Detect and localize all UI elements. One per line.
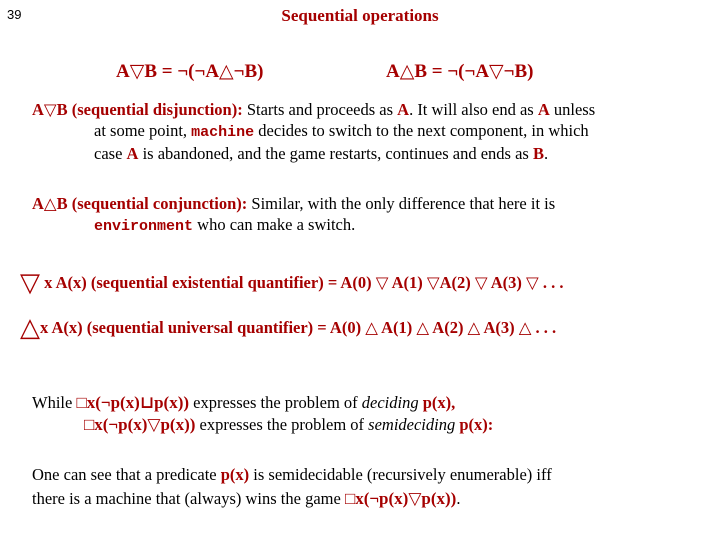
conclusion-text: . — [456, 489, 461, 508]
deciding-word: deciding — [361, 393, 419, 412]
disjunction-text: . — [543, 144, 549, 163]
semideciding-formula: □x(¬p(x)▽p(x)) — [84, 415, 196, 434]
conclusion-paragraph — [32, 463, 552, 511]
disjunction-B: B — [532, 144, 544, 163]
disjunction-text: decides to switch to the next component, in which — [254, 121, 589, 140]
disjunction-text: unless — [549, 100, 596, 119]
deciding-formula: □x(¬p(x)⊔p(x)) — [76, 393, 190, 412]
while-text: expresses the problem of — [195, 415, 369, 434]
predicate-text: p(x) — [220, 465, 250, 484]
disjunction-text: Starts and proceeds as — [246, 100, 398, 119]
universal-quantifier-line — [20, 313, 556, 343]
disjunction-text: case — [94, 144, 127, 163]
conjunction-text: who can make a switch. — [193, 215, 356, 234]
conjunction-term: A△B (sequential conjunction): — [32, 194, 248, 213]
disjunction-term: A▽B (sequential disjunction): — [32, 100, 243, 119]
page-title: Sequential operations — [281, 6, 439, 25]
disjunction-definition — [32, 99, 595, 164]
conjunction-definition — [32, 193, 555, 237]
disjunction-text: . It will also end as — [409, 100, 538, 119]
page-number: 39 — [7, 7, 22, 22]
universal-quantifier-text: x A(x) (sequential universal quantifier) = A(0) △ A(1) △ A(2) △ A(3) △ . . . — [40, 318, 557, 337]
while-text: expresses the problem of — [189, 393, 362, 412]
disjunction-A: A — [126, 144, 139, 163]
disjunction-text: at some point, — [94, 121, 192, 140]
disjunction-text: is abandoned, and the game restarts, continues and ends as — [138, 144, 533, 163]
machine-keyword: machine — [191, 124, 255, 141]
while-word: While — [32, 393, 73, 412]
formula-conjunction-definition: A△B = ¬(¬A▽¬B) — [386, 61, 534, 82]
disjunction-A: A — [397, 100, 410, 119]
delta-icon: △ — [20, 313, 40, 342]
conclusion-text: is semidecidable (recursively enumerable) iff — [249, 465, 552, 484]
predicate-text: p(x): — [455, 415, 494, 434]
while-paragraph — [32, 392, 493, 436]
conjunction-text: Similar, with the only difference that here it is — [251, 194, 556, 213]
semidecidability-formula: □x(¬p(x)▽p(x)) — [344, 489, 457, 508]
predicate-text: p(x), — [418, 393, 456, 412]
nabla-icon: ▽ — [20, 268, 40, 297]
disjunction-A: A — [537, 100, 550, 119]
conclusion-text: there is a machine that (always) wins the game — [32, 489, 345, 508]
existential-quantifier-line — [20, 268, 564, 298]
existential-quantifier-text: x A(x) (sequential existential quantifier) = A(0) ▽ A(1) ▽A(2) ▽ A(3) ▽ . . . — [44, 273, 564, 292]
environment-keyword: environment — [94, 218, 194, 235]
formula-disjunction-definition: A▽B = ¬(¬A△¬B) — [116, 61, 264, 82]
conclusion-text: One can see that a predicate — [32, 465, 221, 484]
semideciding-word: semideciding — [368, 415, 456, 434]
